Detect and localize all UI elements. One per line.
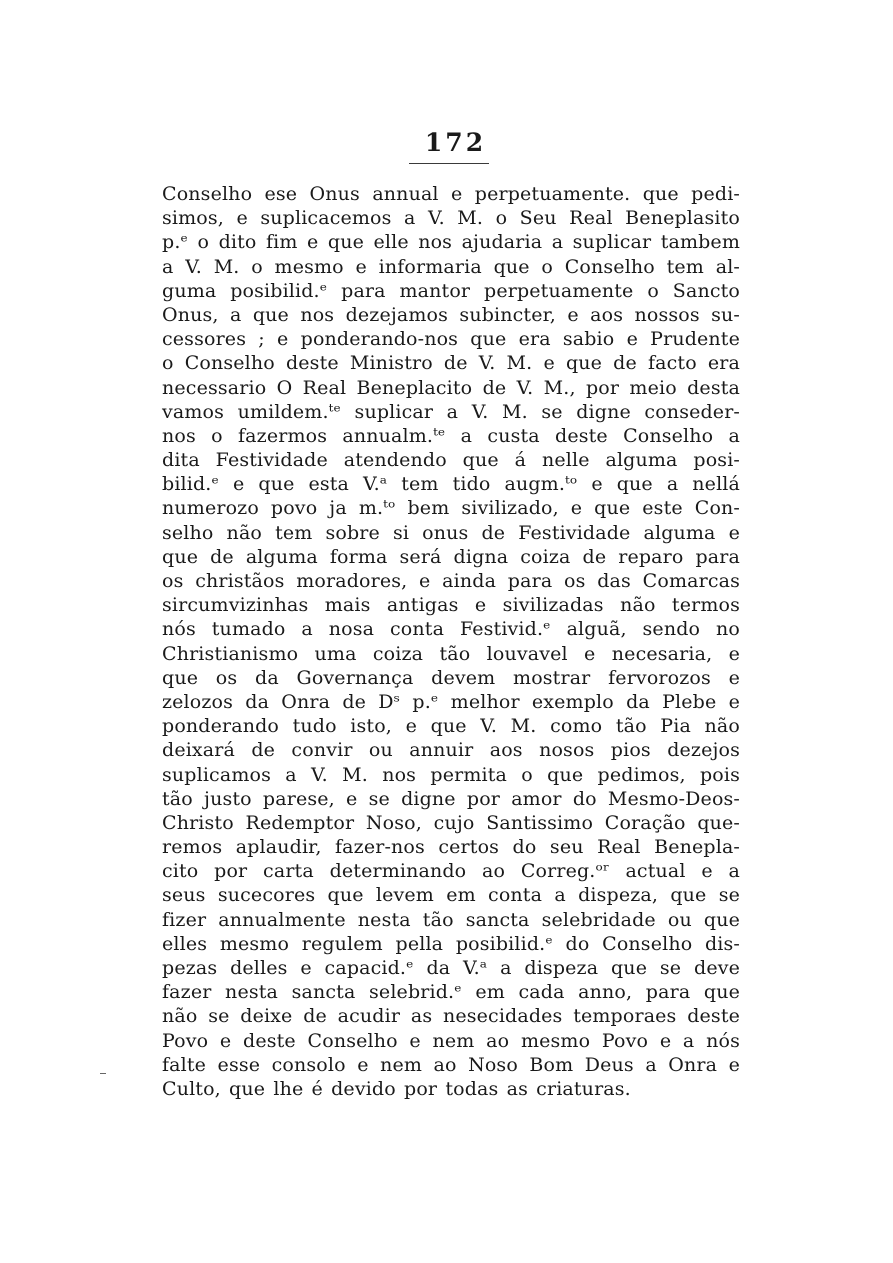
text-line: necessario O Real Beneplacito de V. M., por meio desta [162, 376, 740, 399]
text-line: p.ᵉ o dito fim e que elle nos ajudaria a suplicar tambem [162, 231, 740, 254]
text-line: nós tumado a nosa conta Festivid.ᵉ alguã, sendo no [162, 618, 740, 641]
page-number-rule [409, 163, 489, 164]
text-line: não se deixe de acudir as nesecidades temporaes deste [162, 1005, 740, 1028]
text-line: ponderando tudo isto, e que V. M. como tão Pia não [162, 715, 740, 738]
text-line: Christo Redemptor Noso, cujo Santissimo Coração que- [162, 811, 740, 834]
text-line: selho não tem sobre si onus de Festividade alguma e [162, 521, 740, 544]
text-line: cito por carta determinando ao Correg.ᵒʳ actual e a [162, 860, 740, 883]
margin-mark [100, 1073, 106, 1074]
text-line: simos, e suplicacemos a V. M. o Seu Real Beneplasito [162, 207, 740, 230]
text-line: suplicamos a V. M. nos permita o que pedimos, pois [162, 763, 740, 786]
text-line: fizer annualmente nesta tão sancta selebridade ou que [162, 908, 740, 931]
text-line: Culto, que lhe é devido por todas as criaturas. [162, 1077, 631, 1100]
text-line: vamos umildem.ᵗᵉ suplicar a V. M. se digne conseder- [162, 400, 740, 423]
text-line: seus sucecores que levem em conta a dispeza, que se [162, 884, 740, 907]
text-line: Onus, a que nos dezejamos subincter, e aos nossos su- [162, 303, 740, 326]
text-line: sircumvizinhas mais antigas e sivilizadas não termos [162, 594, 740, 617]
text-line: tão justo parese, e se digne por amor do Mesmo-Deos- [162, 787, 740, 810]
text-line: cessores ; e ponderando-nos que era sabio e Prudente [162, 328, 740, 351]
text-line: Povo e deste Conselho e nem ao mesmo Povo e a nós [162, 1029, 740, 1052]
text-line: remos aplaudir, fazer-nos certos do seu Real Benepla- [162, 836, 740, 859]
text-line: zelozos da Onra de Dˢ p.ᵉ melhor exemplo da Plebe e [162, 690, 740, 713]
text-line: numerozo povo ja m.ᵗᵒ bem sivilizado, e que este Con- [162, 497, 740, 520]
text-line: que os da Governança devem mostrar fervorozos e [162, 666, 740, 689]
text-line: fazer nesta sancta selebrid.ᵉ em cada anno, para que [162, 981, 740, 1004]
text-line: a V. M. o mesmo e informaria que o Conselho tem al- [162, 255, 740, 278]
text-line: elles mesmo regulem pella posibilid.ᵉ do Conselho dis- [162, 932, 740, 955]
page-number: 172 [424, 128, 487, 157]
text-line: Christianismo uma coiza tão louvavel e necesaria, e [162, 642, 740, 665]
text-line: pezas delles e capacid.ᵉ da V.ᵃ a dispeza que se deve [162, 957, 740, 979]
text-line: guma posibilid.ᵉ para mantor perpetuamente o Sancto [162, 279, 740, 302]
text-line: bilid.ᵉ e que esta V.ᵃ tem tido augm.ᵗᵒ e que a nellá [162, 473, 740, 496]
text-line: dita Festividade atendendo que á nelle alguma posi- [162, 449, 740, 472]
text-line: Conselho ese Onus annual e perpetuamente. que pedi- [162, 183, 740, 205]
text-line: falte esse consolo e nem ao Noso Bom Deus a Onra e [162, 1053, 740, 1076]
text-line: os christãos moradores, e ainda para os das Comarcas [162, 570, 740, 592]
text-line: o Conselho deste Ministro de V. M. e que de facto era [162, 352, 740, 375]
text-line: nos o fazermos annualm.ᵗᵉ a custa deste Conselho a [162, 424, 740, 447]
body-text [162, 182, 740, 1101]
text-line: que de alguma forma será digna coiza de reparo para [162, 545, 740, 568]
text-line: deixará de convir ou annuir aos nosos pios dezejos [162, 739, 740, 762]
